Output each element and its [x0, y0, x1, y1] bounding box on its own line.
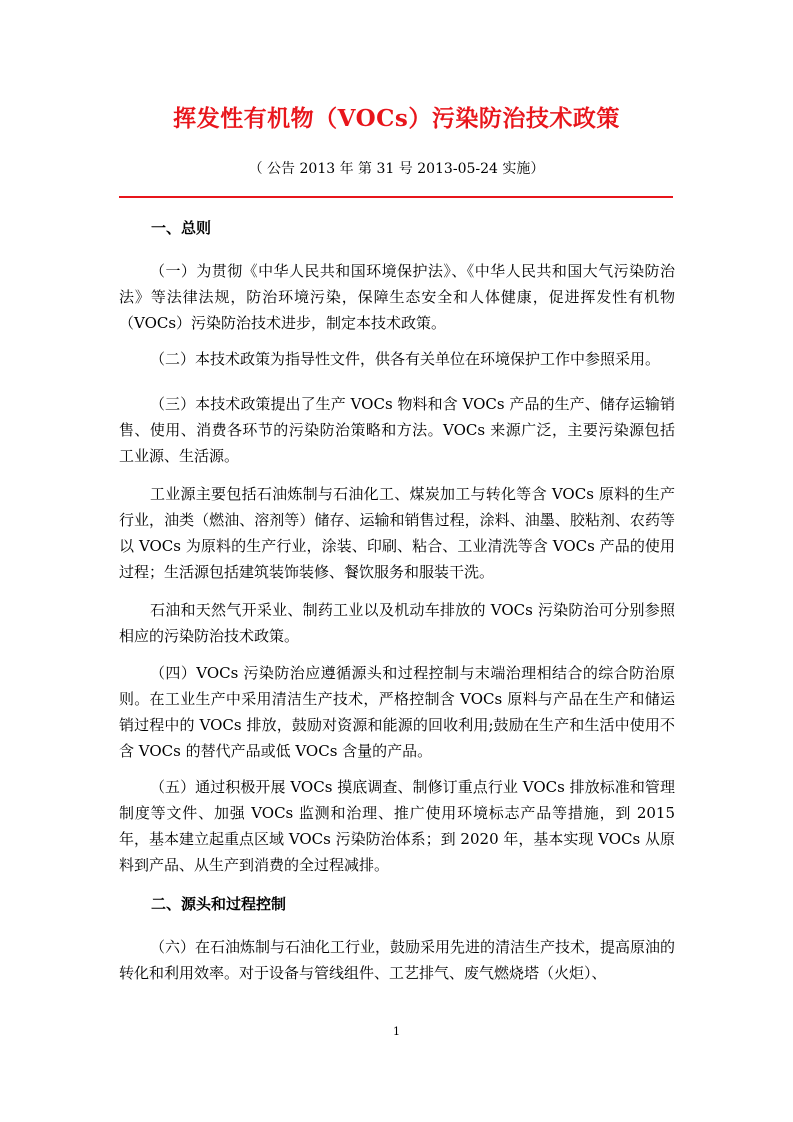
section-heading: 一、总则 — [151, 219, 212, 237]
announcement-subtitle: （ 公告 2013 年 第 31 号 2013-05-24 实施） — [248, 161, 545, 177]
title-divider — [119, 196, 673, 198]
page-title: 挥发性有机物（VOCs）污染防治技术政策 — [173, 105, 620, 132]
paragraph: （三）本技术政策提出了生产 VOCs 物料和含 VOCs 产品的生产、储存运输销售、使用、消费各环节的污染防治策略和方法。VOCs 来源广泛，主要污染源包括工业源、生活源。 — [119, 395, 675, 465]
paragraph: 工业源主要包括石油炼制与石油化工、煤炭加工与转化等含 VOCs 原料的生产行业，油类（燃油、溶剂等）储存、运输和销售过程，涂料、油墨、胶粘剂、农药等以 VOCs 为原料的生产行业，涂装、印刷、粘合、工业清洗等含 VOCs 产品的使用过程；生活源包括建筑装饰装修、餐饮服务和服装干洗。 — [119, 485, 675, 581]
paragraph: 石油和天然气开采业、制药工业以及机动车排放的 VOCs 污染防治可分别参照相应的污染防治技术政策。 — [119, 601, 675, 645]
section-heading: 二、源头和过程控制 — [151, 895, 287, 913]
paragraph: （二）本技术政策为指导性文件，供各有关单位在环境保护工作中参照采用。 — [150, 350, 661, 368]
paragraph: （六）在石油炼制与石油化工行业，鼓励采用先进的清洁生产技术，提高原油的转化和利用效率。对于设备与管线组件、工艺排气、废气燃烧塔（火炬）、 — [119, 938, 676, 982]
paragraph: （五）通过积极开展 VOCs 摸底调查、制修订重点行业 VOCs 排放标准和管理制度等文件、加强 VOCs 监测和治理、推广使用环境标志产品等措施，到 2015 年，基本建立起重点区域 VOCs 污染防治体系；到 2020 年，基本实现 VOCs 从原料到产品、从生产到消费的全过程减排。 — [119, 778, 675, 874]
paragraph: （四）VOCs 污染防治应遵循源头和过程控制与末端治理相结合的综合防治原则。在工业生产中采用清洁生产技术，严格控制含 VOCs 原料与产品在生产和储运销过程中的 VOCs 排放，鼓励对资源和能源的回收利用;鼓励在生产和生活中使用不含 VOCs 的替代产品或低 VOCs 含量的产品。 — [119, 664, 675, 760]
paragraph: （一）为贯彻《中华人民共和国环境保护法》、《中华人民共和国大气污染防治法》等法律法规，防治环境污染，保障生态安全和人体健康，促进挥发性有机物（VOCs）污染防治技术进步，制定本技术政策。 — [119, 262, 675, 332]
page-number: 1 — [393, 1025, 400, 1038]
